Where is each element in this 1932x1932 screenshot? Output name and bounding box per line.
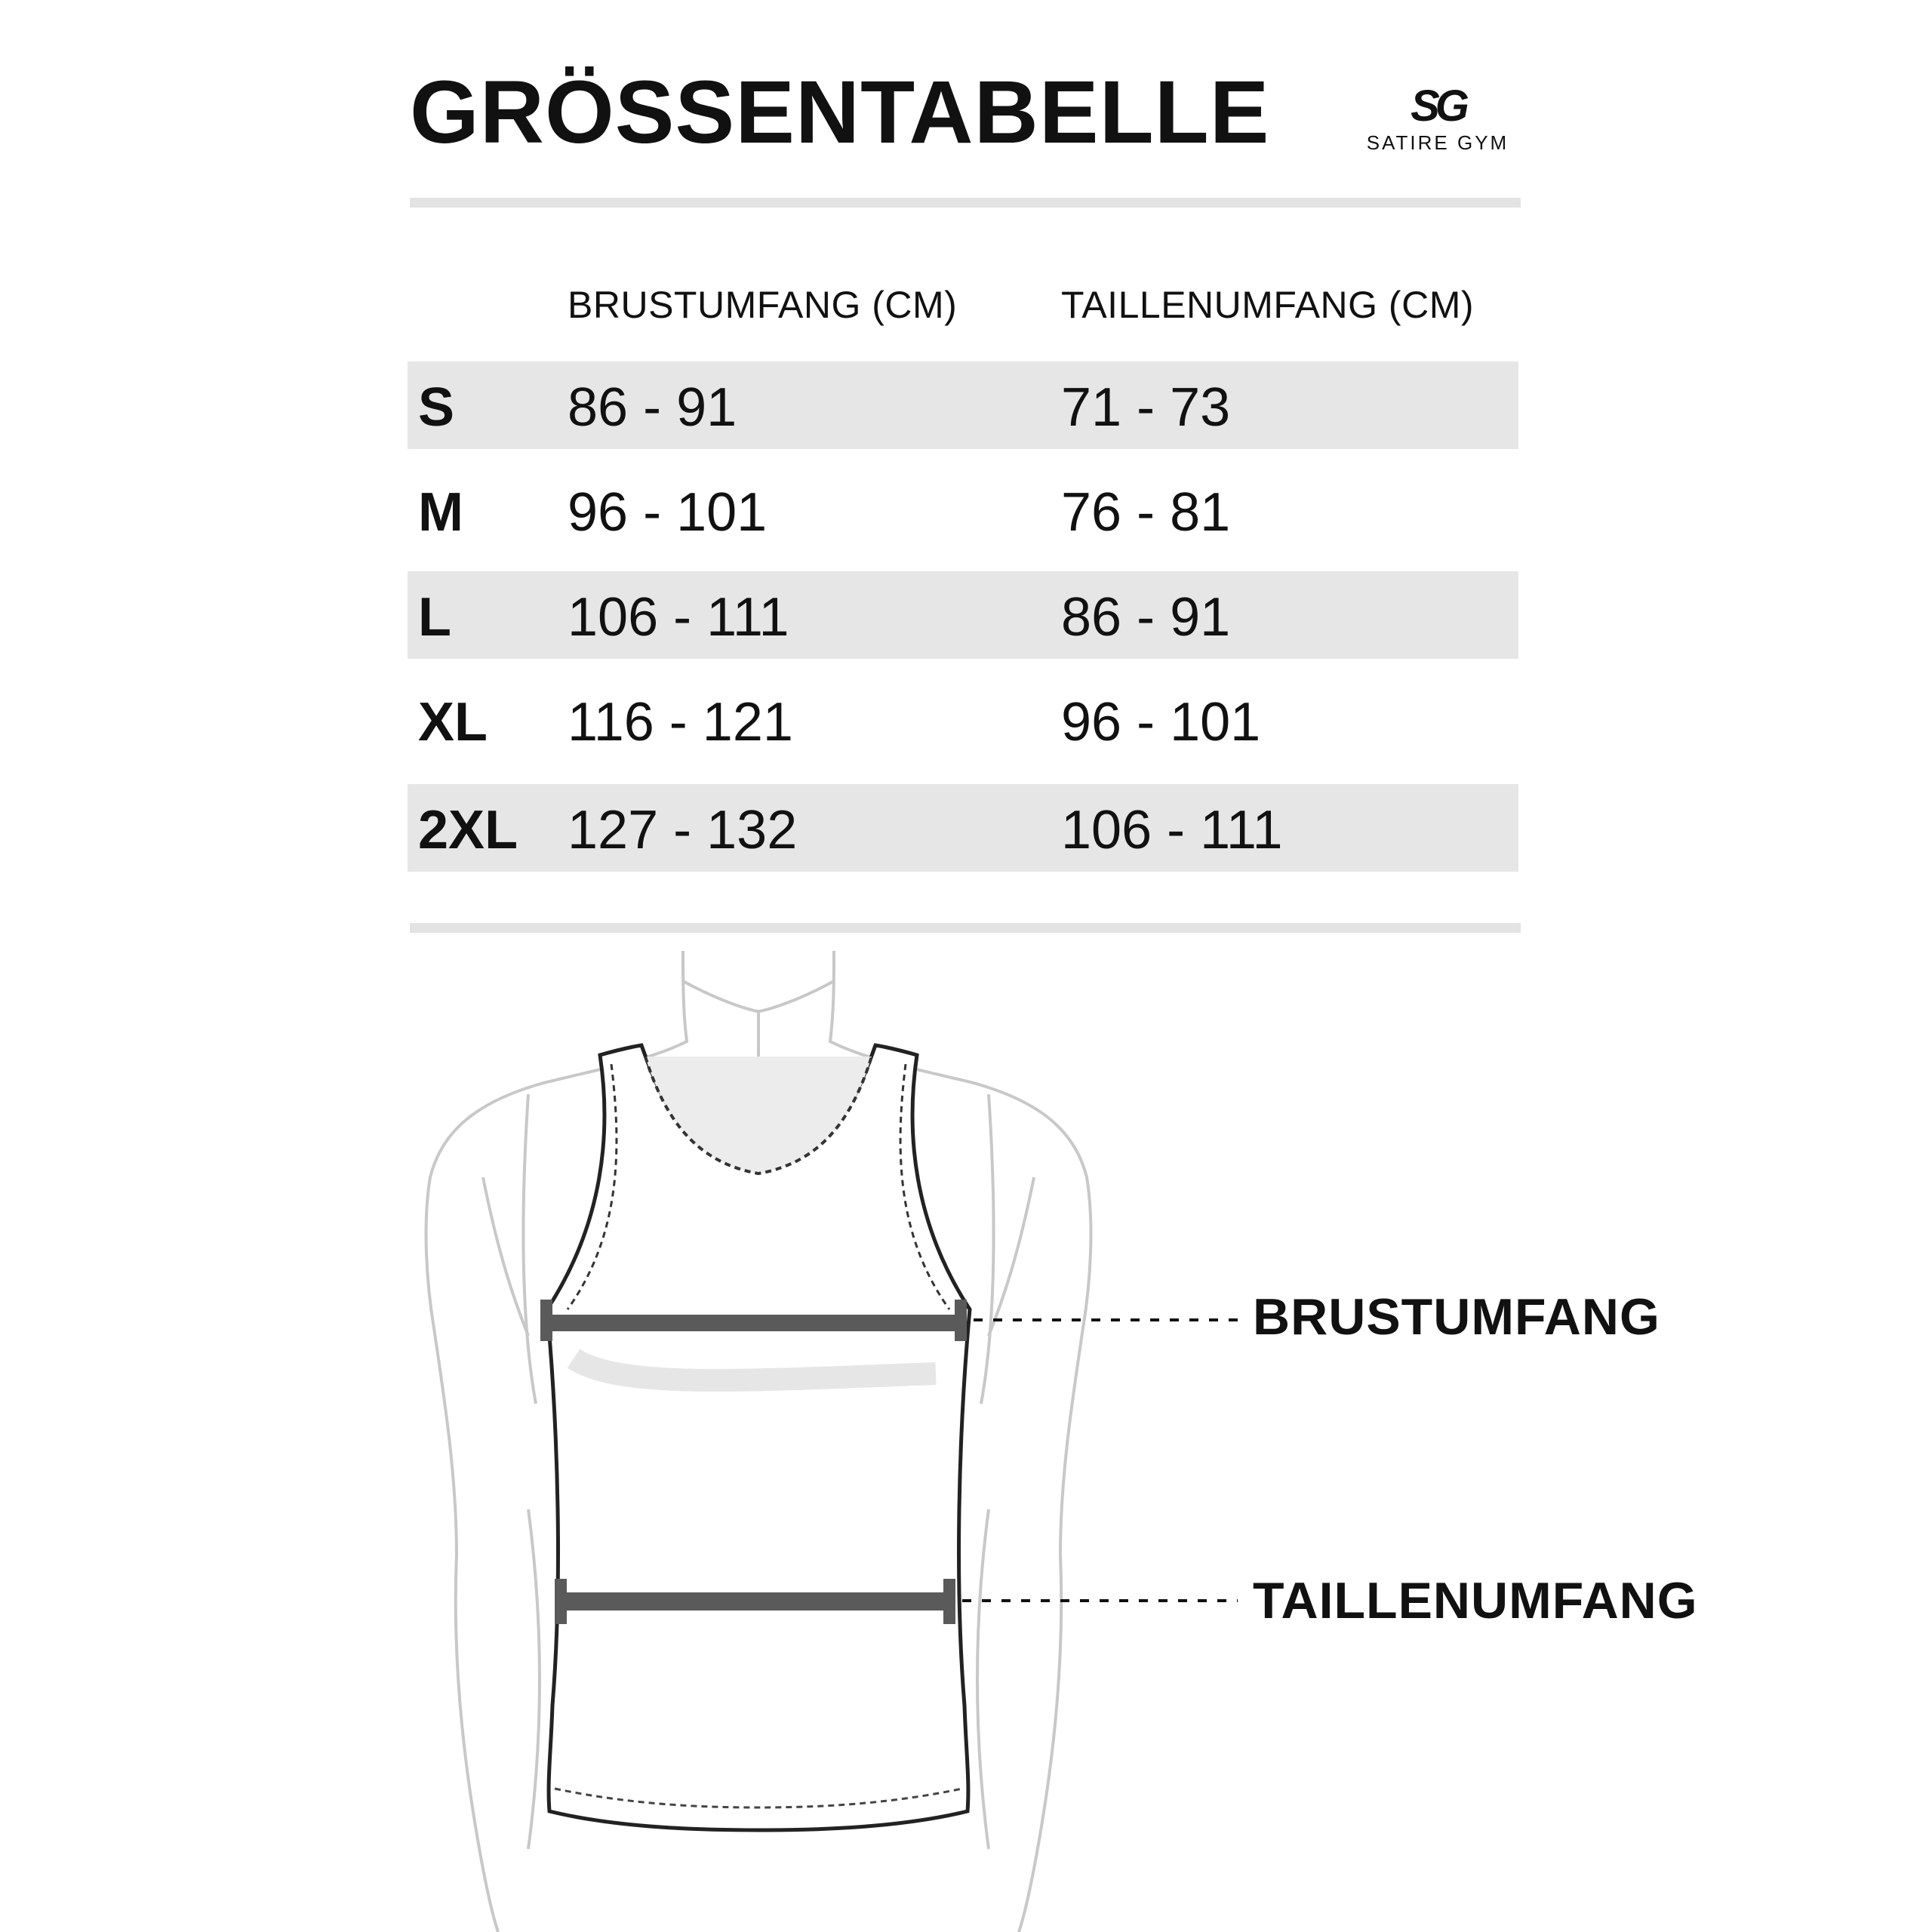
size-label: L xyxy=(418,587,451,648)
size-label: 2XL xyxy=(418,800,518,860)
table-row xyxy=(408,361,1518,449)
tank-top-diagram xyxy=(408,943,1555,1932)
size-label: S xyxy=(418,377,455,438)
chest-label: BRUSTUMFANG xyxy=(1253,1288,1660,1346)
waist-value: 71 - 73 xyxy=(1061,377,1231,438)
waist-value: 76 - 81 xyxy=(1061,482,1231,543)
waist-label: TAILLENUMFANG xyxy=(1253,1572,1698,1629)
table-row xyxy=(408,466,1518,554)
table-row xyxy=(408,571,1518,659)
logo-wordmark: SATIRE GYM xyxy=(1366,131,1509,154)
chest-value: 106 - 111 xyxy=(568,587,789,648)
top-divider xyxy=(410,198,1521,208)
size-label: M xyxy=(418,482,463,543)
chest-value: 116 - 121 xyxy=(568,692,793,752)
column-header-chest: BRUSTUMFANG (CM) xyxy=(568,284,958,326)
size-label: XL xyxy=(418,692,488,752)
brand-logo xyxy=(1351,82,1524,154)
table-row xyxy=(408,676,1518,764)
chest-value: 86 - 91 xyxy=(568,377,737,438)
waist-value: 106 - 111 xyxy=(1061,800,1283,860)
waist-value: 86 - 91 xyxy=(1061,587,1231,648)
table-row xyxy=(408,784,1518,872)
bottom-divider xyxy=(410,923,1521,933)
logo-mark: SG xyxy=(1411,82,1465,131)
chest-value: 96 - 101 xyxy=(568,482,768,543)
tank-top xyxy=(547,1045,970,1830)
waist-value: 96 - 101 xyxy=(1061,692,1261,752)
chest-value: 127 - 132 xyxy=(568,800,798,860)
column-header-waist: TAILLENUMFANG (CM) xyxy=(1061,284,1474,326)
page-title: GRÖSSENTABELLE xyxy=(410,63,1270,162)
